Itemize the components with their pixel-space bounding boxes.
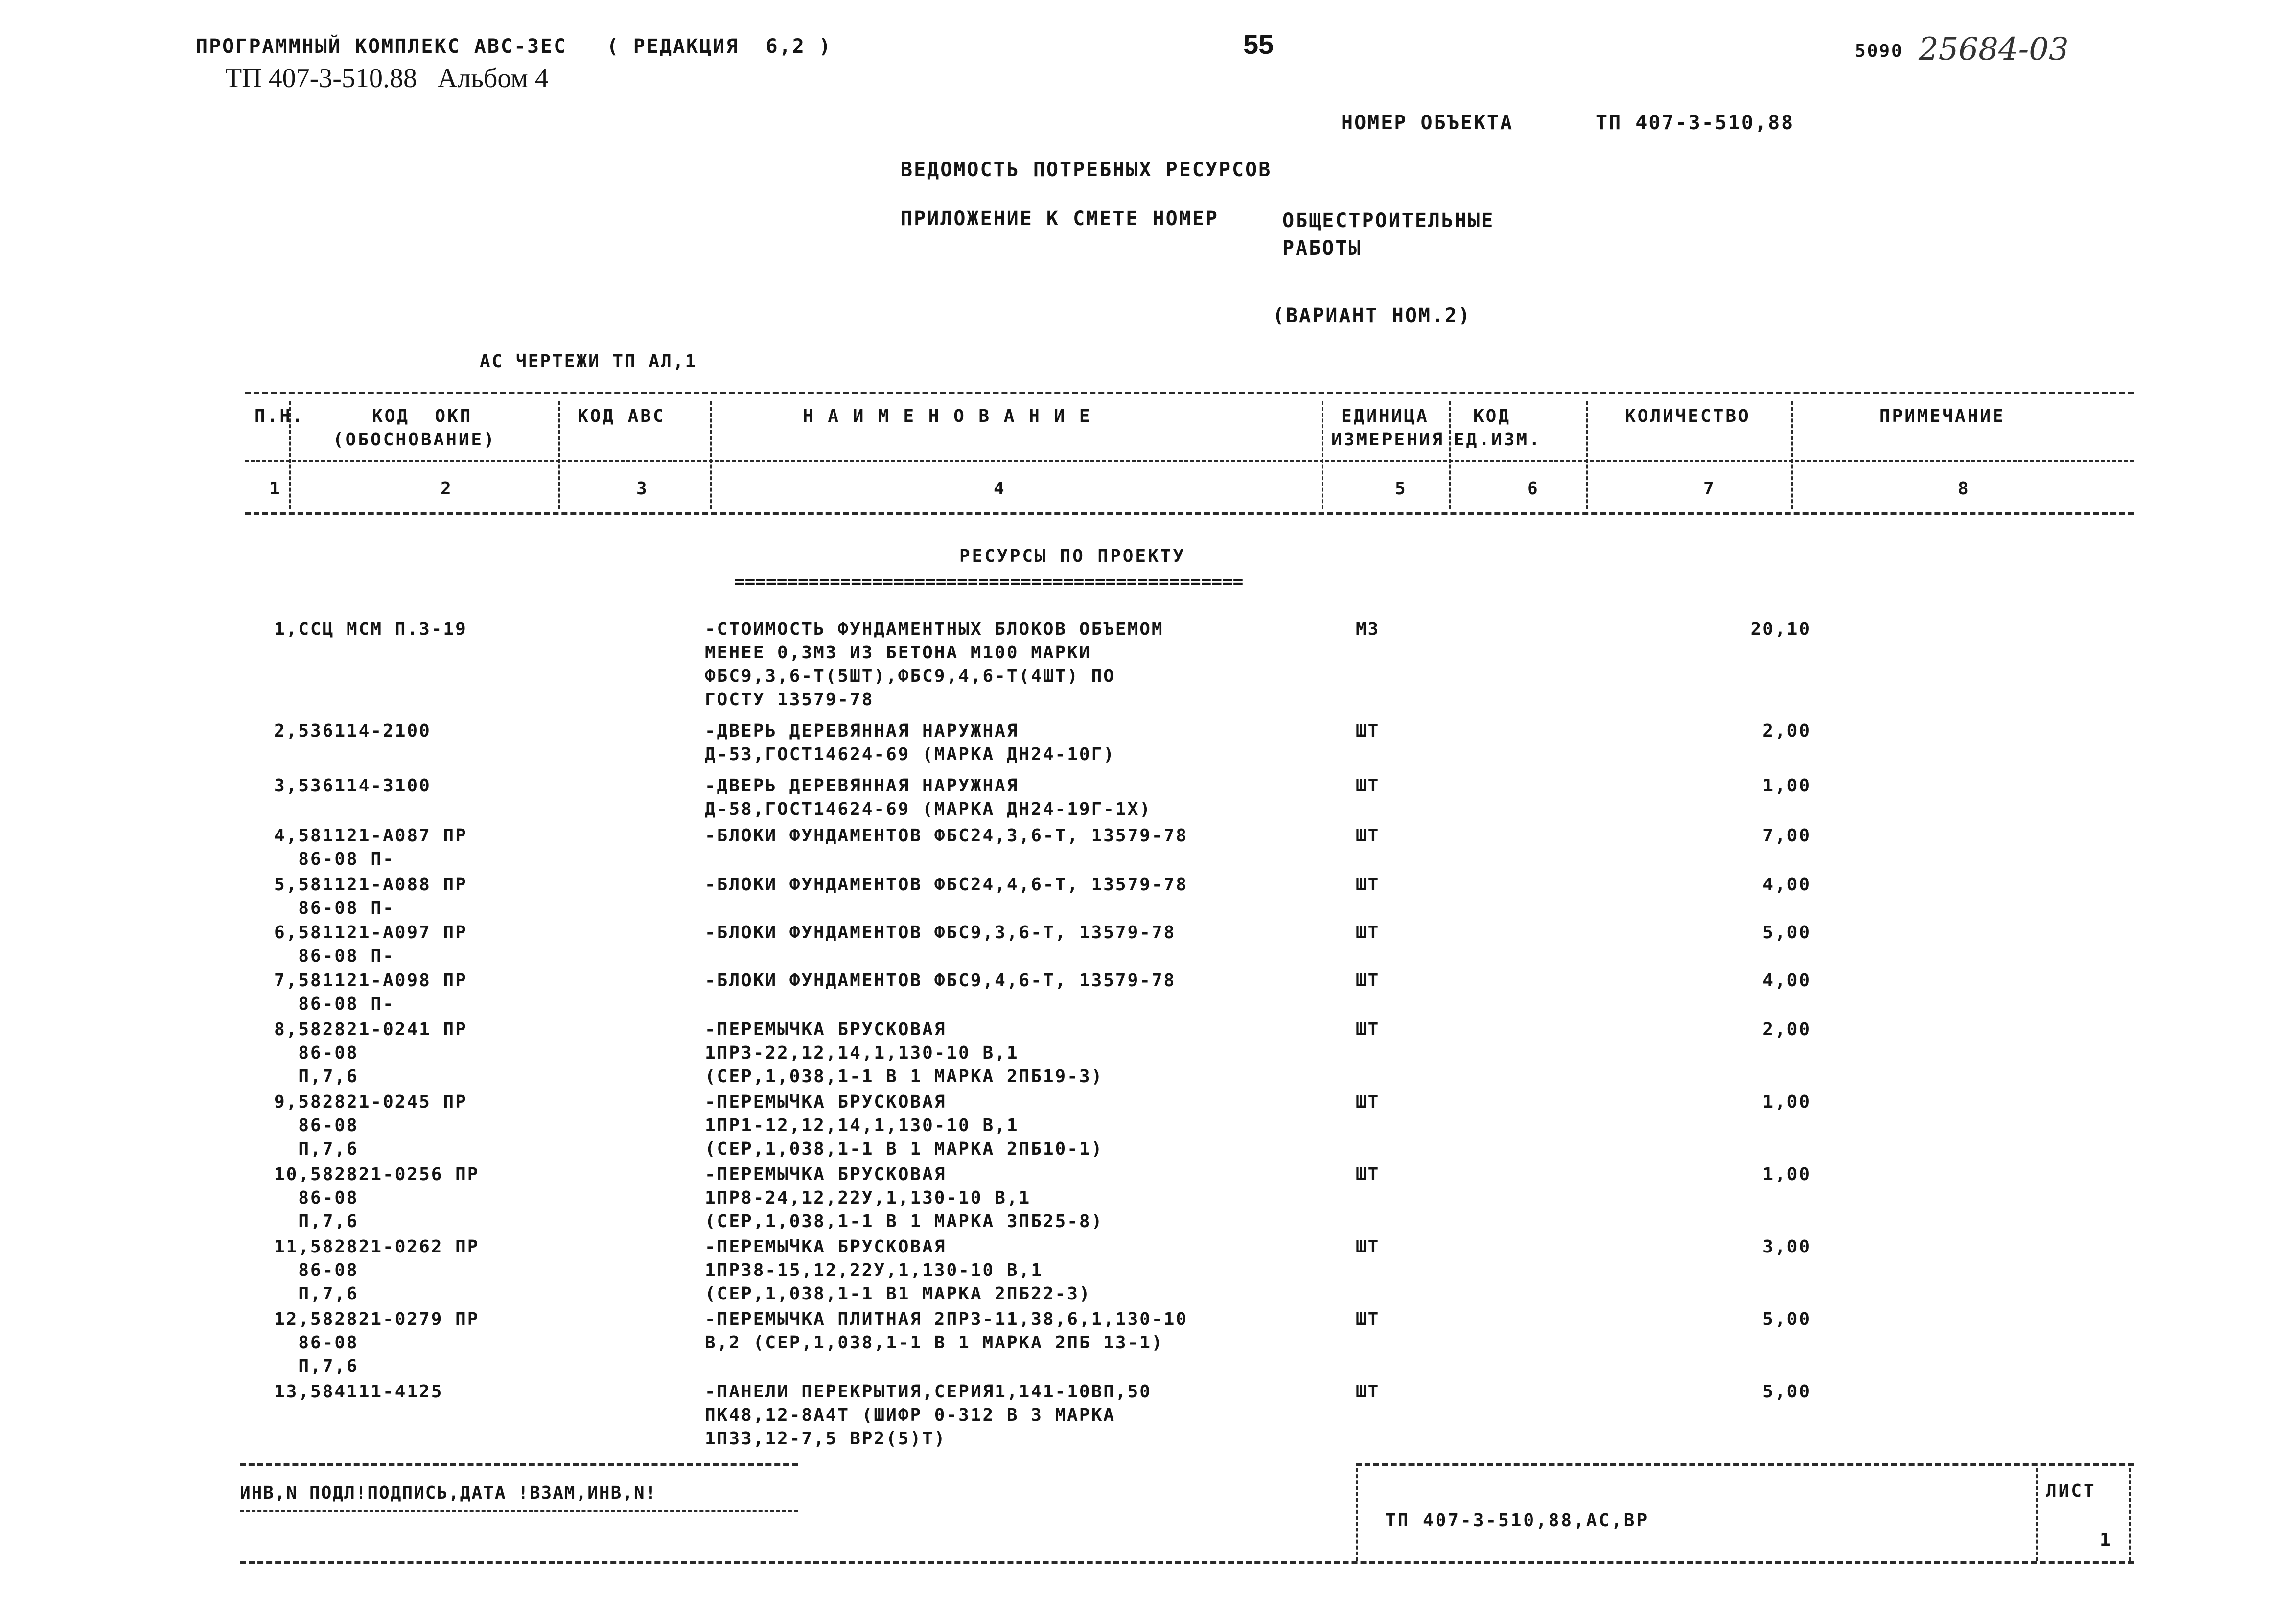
row-resource-name: -ПЕРЕМЫЧКА ПЛИТНАЯ 2ПР3-11,38,6,1,130-10 В,2 (СЕР,1,038,1-1 В 1 МАРКА 2ПБ 13-1)	[705, 1309, 1188, 1353]
header-col6-b: ЕД.ИЗМ.	[1454, 430, 1542, 450]
row-position-code: 12,582821-0279 ПР 86-08 П,7,6	[274, 1309, 480, 1376]
row-position-code: 13,584111-4125	[274, 1382, 443, 1402]
header-num-2: 2	[441, 479, 453, 499]
row-position-code: 4,581121-А087 ПР 86-08 П-	[274, 826, 467, 869]
row-resource-name: -БЛОКИ ФУНДАМЕНТОВ ФБС9,3,6-Т, 13579-78	[705, 923, 1176, 943]
row-position-code: 9,582821-0245 ПР 86-08 П,7,6	[274, 1092, 467, 1159]
header-divider	[1449, 401, 1451, 509]
row-position-code: 1,ССЦ МСМ П.3-19	[274, 619, 467, 639]
header-col2-b: (ОБОСНОВАНИЕ)	[333, 430, 496, 450]
footer-stamp-header: ИНВ,N ПОДЛ!ПОДПИСЬ,ДАТА !ВЗАМ,ИНВ,N!	[240, 1483, 657, 1503]
row-resource-name: -ПЕРЕМЫЧКА БРУСКОВАЯ 1ПР38-15,12,22У,1,130-10 В,1 (СЕР,1,038,1-1 В1 МАРКА 2ПБ22-3)	[705, 1237, 1091, 1304]
row-unit: ШТ	[1356, 721, 1380, 741]
appendix-label: ПРИЛОЖЕНИЕ К СМЕТЕ НОМЕР	[901, 208, 1219, 230]
header-divider	[558, 401, 560, 509]
row-unit: ШТ	[1356, 1164, 1380, 1184]
document-title: ВЕДОМОСТЬ ПОТРЕБНЫХ РЕСУРСОВ	[901, 159, 1272, 181]
page-number: 55	[1243, 29, 1274, 60]
object-label: НОМЕР ОБЪЕКТА	[1341, 112, 1514, 134]
table-header-bottom-rule	[245, 512, 2134, 515]
row-quantity: 20,10	[1750, 619, 1811, 639]
row-quantity: 3,00	[1763, 1237, 1811, 1257]
row-unit: ШТ	[1356, 826, 1380, 846]
row-resource-name: -ПЕРЕМЫЧКА БРУСКОВАЯ 1ПР3-22,12,14,1,130-10 В,1 (СЕР,1,038,1-1 В 1 МАРКА 2ПБ19-3)	[705, 1020, 1104, 1087]
row-unit: ШТ	[1356, 1382, 1380, 1402]
header-num-6: 6	[1527, 479, 1540, 499]
row-resource-name: -ПАНЕЛИ ПЕРЕКРЫТИЯ,СЕРИЯ1,141-10ВП,50 ПК48,12-8А4Т (ШИФР 0-312 В 3 МАРКА 1П33,12-7,5 ВР2(5)Т)	[705, 1382, 1152, 1449]
header-col2-a: КОД ОКП	[372, 406, 473, 426]
row-resource-name: -ПЕРЕМЫЧКА БРУСКОВАЯ 1ПР8-24,12,22У,1,130-10 В,1 (СЕР,1,038,1-1 В 1 МАРКА 3ПБ25-8)	[705, 1164, 1104, 1231]
table-header-mid-rule	[245, 460, 2134, 462]
drawings-reference: АС ЧЕРТЕЖИ ТП АЛ,1	[480, 351, 697, 371]
row-unit: ШТ	[1356, 1237, 1380, 1257]
footer-sheet-label: ЛИСТ	[2046, 1481, 2096, 1501]
row-quantity: 5,00	[1763, 1309, 1811, 1329]
section-title: РЕСУРСЫ ПО ПРОЕКТУ	[959, 546, 1186, 566]
footer-top-rule-right	[1356, 1463, 2134, 1466]
appendix-value-2: РАБОТЫ	[1282, 237, 1362, 259]
row-quantity: 4,00	[1763, 875, 1811, 895]
header-num-4: 4	[994, 479, 1006, 499]
album-line: ТП 407-3-510.88 Альбом 4	[225, 63, 549, 93]
header-col4: Н А И М Е Н О В А Н И Е	[803, 406, 1092, 426]
footer-divider	[2036, 1468, 2038, 1561]
row-quantity: 2,00	[1763, 721, 1811, 741]
header-num-5: 5	[1395, 479, 1408, 499]
row-resource-name: -СТОИМОСТЬ ФУНДАМЕНТНЫХ БЛОКОВ ОБЪЕМОМ МЕНЕЕ 0,3М3 ИЗ БЕТОНА М100 МАРКИ ФБС9,3,6-Т(5ШТ),ФБС9,4,6-Т(4ШТ) ПО ГОСТУ 13579-78	[705, 619, 1164, 710]
header-divider	[1322, 401, 1323, 509]
row-position-code: 8,582821-0241 ПР 86-08 П,7,6	[274, 1020, 467, 1087]
row-position-code: 10,582821-0256 ПР 86-08 П,7,6	[274, 1164, 480, 1231]
row-unit: ШТ	[1356, 776, 1380, 796]
row-unit: ШТ	[1356, 1309, 1380, 1329]
row-position-code: 2,536114-2100	[274, 721, 431, 741]
row-position-code: 7,581121-А098 ПР 86-08 П-	[274, 971, 467, 1014]
row-unit: ШТ	[1356, 1092, 1380, 1112]
object-value: ТП 407-3-510,88	[1596, 112, 1795, 134]
header-col1: П.Н.	[255, 406, 305, 426]
header-col7: КОЛИЧЕСТВО	[1625, 406, 1751, 426]
row-quantity: 1,00	[1763, 776, 1811, 796]
variant-label: (ВАРИАНТ НОМ.2)	[1273, 304, 1472, 327]
header-num-3: 3	[636, 479, 649, 499]
row-unit: ШТ	[1356, 875, 1380, 895]
row-quantity: 5,00	[1763, 923, 1811, 943]
row-unit: ШТ	[1356, 923, 1380, 943]
row-position-code: 11,582821-0262 ПР 86-08 П,7,6	[274, 1237, 480, 1304]
archive-code-handwritten: 25684-03	[1919, 31, 2069, 68]
footer-stamp-mid-rule	[240, 1510, 798, 1512]
appendix-value-1: ОБЩЕСТРОИТЕЛЬНЫЕ	[1282, 209, 1495, 232]
footer-doc-code: ТП 407-3-510,88,АС,ВР	[1385, 1510, 1649, 1530]
footer-sheet-number: 1	[2100, 1530, 2112, 1550]
row-position-code: 6,581121-А097 ПР 86-08 П-	[274, 923, 467, 966]
header-num-8: 8	[1958, 479, 1971, 499]
row-resource-name: -ДВЕРЬ ДЕРЕВЯННАЯ НАРУЖНАЯ Д-58,ГОСТ14624-69 (МАРКА ДН24-19Г-1Х)	[705, 776, 1152, 819]
row-quantity: 1,00	[1763, 1164, 1811, 1184]
row-resource-name: -ПЕРЕМЫЧКА БРУСКОВАЯ 1ПР1-12,12,14,1,130-10 В,1 (СЕР,1,038,1-1 В 1 МАРКА 2ПБ10-1)	[705, 1092, 1104, 1159]
footer-top-rule-left	[240, 1463, 798, 1466]
row-quantity: 2,00	[1763, 1020, 1811, 1040]
header-divider	[710, 401, 712, 509]
row-quantity: 1,00	[1763, 1092, 1811, 1112]
row-unit: ШТ	[1356, 971, 1380, 991]
row-unit: М3	[1356, 619, 1380, 639]
row-quantity: 5,00	[1763, 1382, 1811, 1402]
row-resource-name: -ДВЕРЬ ДЕРЕВЯННАЯ НАРУЖНАЯ Д-53,ГОСТ14624-69 (МАРКА ДН24-10Г)	[705, 721, 1115, 765]
row-position-code: 5,581121-А088 ПР 86-08 П-	[274, 875, 467, 918]
section-underline: ================================================	[734, 572, 1244, 592]
header-col3: КОД АВС	[578, 406, 666, 426]
row-quantity: 7,00	[1763, 826, 1811, 846]
row-resource-name: -БЛОКИ ФУНДАМЕНТОВ ФБС24,3,6-Т, 13579-78	[705, 826, 1188, 846]
table-top-rule	[245, 392, 2134, 394]
header-col6-a: КОД	[1473, 406, 1511, 426]
row-unit: ШТ	[1356, 1020, 1380, 1040]
footer-divider	[1356, 1468, 1358, 1561]
header-col5-a: ЕДИНИЦА	[1341, 406, 1429, 426]
header-num-1: 1	[269, 479, 282, 499]
footer-bottom-rule	[240, 1561, 2134, 1564]
header-col5-b: ИЗМЕРЕНИЯ	[1331, 430, 1445, 450]
row-resource-name: -БЛОКИ ФУНДАМЕНТОВ ФБС9,4,6-Т, 13579-78	[705, 971, 1176, 991]
header-num-7: 7	[1703, 479, 1716, 499]
header-divider	[1791, 401, 1793, 509]
program-line: ПРОГРАММНЫЙ КОМПЛЕКС АВС-ЗЕС ( РЕДАКЦИЯ 6,2 )	[196, 35, 832, 58]
header-divider	[1586, 401, 1588, 509]
row-resource-name: -БЛОКИ ФУНДАМЕНТОВ ФБС24,4,6-Т, 13579-78	[705, 875, 1188, 895]
header-col8: ПРИМЕЧАНИЕ	[1879, 406, 2005, 426]
footer-divider	[2129, 1468, 2131, 1561]
row-position-code: 3,536114-3100	[274, 776, 431, 796]
archive-code-prefix: 5090	[1855, 41, 1903, 61]
header-divider	[289, 401, 291, 509]
row-quantity: 4,00	[1763, 971, 1811, 991]
